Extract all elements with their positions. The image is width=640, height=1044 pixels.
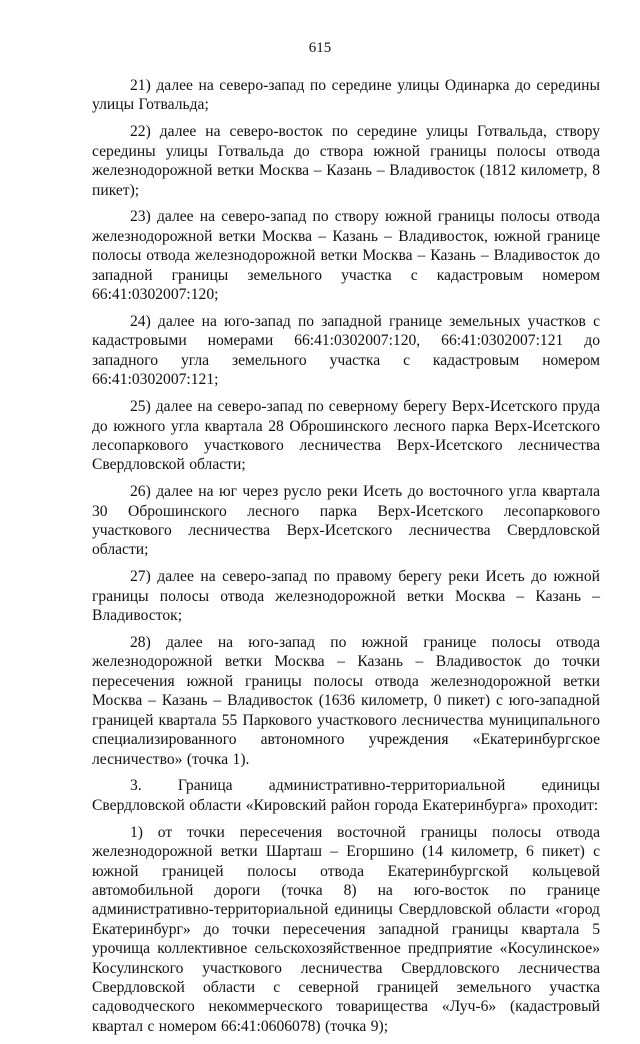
document-body bbox=[92, 76, 600, 1044]
paragraph-28: 28) далее на юго-запад по южной границе полосы отвода железнодорожной ветки Москва – Казань – Владивосток до точки пересечения южной границы полосы отвода железнодорожной ветки Москва – Казань – Владивосток (1636 километр, 0 пикет) с юго-западной границей квартала 55 Паркового участкового лесничества муниципального специализированного автономного учреждения «Екатеринбургское лесничество» (точка 1). bbox=[92, 634, 600, 768]
paragraph-23: 23) далее на северо-запад по створу южной границы полосы отвода железнодорожной ветки Москва – Казань – Владивосток, южной границе полосы отвода железнодорожной ветки Москва – Казань – Владивосток до западной границы земельного участка с кадастровым номером 66:41:0302007:120; bbox=[92, 208, 600, 304]
page-number: 615 bbox=[308, 40, 332, 56]
paragraph-26: 26) далее на юг через русло реки Исеть до восточного угла квартала 30 Оброшинского лесного парка Верх-Исетского лесопаркового участкового лесничества Верх-Исетского лесничества Свердловской области; bbox=[92, 483, 600, 559]
paragraph-27: 27) далее на северо-запад по правому берегу реки Исеть до южной границы полосы отвода железнодорожной ветки Москва – Казань – Владивосток; bbox=[92, 568, 600, 625]
section-3-paragraph-1: 1) от точки пересечения восточной границы полосы отвода железнодорожной ветки Шарташ – Егоршино (14 километр, 6 пикет) с южной границей полосы отвода Екатеринбургской кольцевой автомобильной дороги (точка 8) на юго-восток по границе административно-территориальной единицы Свердловской области «город Екатеринбург» до точки пересечения западной границы квартала 5 урочища коллективное сельскохозяйственное предприятие «Косулинское» Косулинского участкового лесничества Свердловского лесничества Свердловской области с северной границей земельного участка садоводческого некоммерческого товарищества «Луч-6» (кадастровый квартал с номером 66:41:0606078) (точка 9); bbox=[92, 823, 600, 1035]
section-3-heading: 3. Граница административно-территориальной единицы Свердловской области «Кировский район города Екатеринбурга» проходит: bbox=[92, 777, 600, 814]
paragraph-24: 24) далее на юго-запад по западной границе земельных участков с кадастровыми номерами 66:41:0302007:120, 66:41:0302007:121 до западного угла земельного участка с кадастровым номером 66:41:0302007:121; bbox=[92, 312, 600, 389]
paragraph-25: 25) далее на северо-запад по северному берегу Верх-Исетского пруда до южного угла квартала 28 Оброшинского лесного парка Верх-Исетского лесопаркового участкового лесничества Верх-Исетского лесничества Свердловской области; bbox=[92, 398, 600, 474]
paragraph-22: 22) далее на северо-восток по середине улицы Готвальда, створу середины улицы Готвальда до створа южной границы полосы отвода железнодорожной ветки Москва – Казань – Владивосток (1812 километр, 8 пикет); bbox=[92, 123, 600, 199]
paragraph-21: 21) далее на северо-запад по середине улицы Одинарка до середины улицы Готвальда; bbox=[92, 77, 600, 114]
